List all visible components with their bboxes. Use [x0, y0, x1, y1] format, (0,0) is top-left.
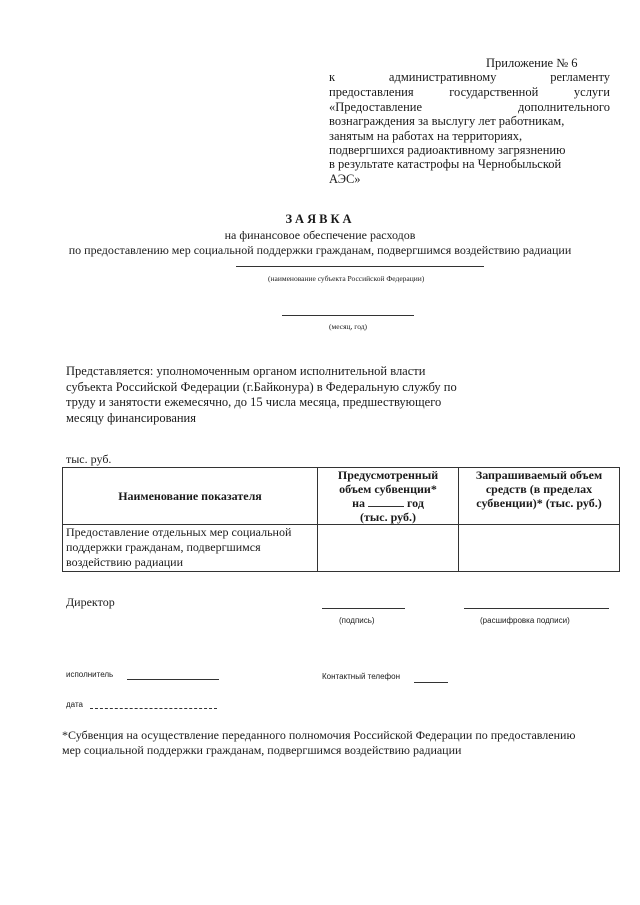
col-requested-header-text: субвенции)* (тыс. руб.)	[476, 496, 602, 510]
col-planned-header-text: год	[407, 496, 424, 510]
executor-field[interactable]	[127, 679, 219, 680]
col-requested-header-text: средств (в пределах	[485, 482, 593, 496]
appendix-line	[329, 172, 610, 187]
col-planned-header-text: на	[352, 496, 366, 510]
appendix-word: административному	[388, 70, 497, 84]
col-indicator-header-text: Наименование показателя	[118, 488, 262, 503]
appendix-word: вознаграждения за выслугу лет работникам,	[329, 114, 565, 128]
col-planned-header-text: (тыс. руб.)	[360, 510, 416, 524]
executor-label: исполнитель	[66, 670, 114, 679]
col-planned-year-line	[318, 496, 458, 510]
request-table	[62, 467, 620, 572]
appendix-line	[329, 129, 610, 144]
intro-paragraph	[66, 364, 466, 426]
signature-caption: (подпись)	[339, 616, 375, 625]
appendix-line	[329, 85, 610, 100]
footnote-line: *Субвенция на осуществление переданного полномочия Российской Федерации по предоставлению	[62, 728, 576, 742]
intro-line: месяцу финансирования	[66, 410, 196, 425]
appendix-line	[329, 70, 610, 85]
col-planned-header	[318, 468, 459, 525]
table-header-row	[63, 468, 620, 525]
row-indicator-text: Предоставление отдельных мер социальной	[66, 525, 292, 539]
appendix-word: в результате катастрофы на Чернобыльской	[329, 157, 562, 171]
col-requested-header	[459, 468, 620, 525]
appendix-word: регламенту	[550, 70, 610, 84]
appendix-word: услуги	[573, 85, 610, 99]
period-caption: (месяц, год)	[329, 322, 368, 331]
col-indicator-header	[63, 468, 318, 525]
appendix-word: предоставления	[329, 85, 414, 99]
appendix-line	[329, 100, 610, 115]
appendix-word: дополнительного	[518, 100, 610, 114]
document-title: ЗАЯВКА	[285, 212, 355, 226]
appendix-title: Приложение № 6	[486, 56, 578, 70]
year-input[interactable]	[368, 496, 404, 507]
units-label: тыс. руб.	[66, 452, 112, 466]
signature-field[interactable]	[322, 608, 405, 609]
subject-name-caption: (наименование субъекта Российской Федерации)	[268, 274, 425, 283]
footnote	[62, 728, 622, 757]
intro-line: Представляется: уполномоченным органом исполнительной власти	[66, 364, 426, 378]
director-label: Директор	[66, 595, 115, 609]
period-field[interactable]	[282, 315, 414, 316]
phone-field[interactable]	[414, 682, 448, 683]
subject-name-field[interactable]	[236, 266, 484, 267]
appendix-word: «Предоставление	[329, 100, 422, 114]
date-label: дата	[66, 700, 83, 709]
intro-line: труду и занятости ежемесячно, до 15 числа месяца, предшествующего	[66, 395, 442, 409]
appendix-word: подвергшихся радиоактивному загрязнению	[329, 143, 566, 157]
appendix-line	[329, 143, 610, 158]
document-subtitle-line1: на финансовое обеспечение расходов	[224, 228, 416, 242]
col-planned-header-text: Предусмотренный	[337, 468, 439, 482]
appendix-word: АЭС»	[329, 172, 361, 186]
row-indicator-cell	[63, 525, 318, 572]
table-row	[63, 525, 620, 572]
signature-decode-field[interactable]	[464, 608, 609, 609]
date-field[interactable]	[90, 708, 217, 709]
row-planned-cell[interactable]	[318, 525, 459, 572]
intro-line: субъекта Российской Федерации (г.Байконура) в Федеральную службу по	[66, 379, 457, 394]
footnote-line: мер социальной поддержки гражданам, подвергшимся воздействию радиации	[62, 742, 462, 757]
col-requested-header-text: Запрашиваемый объем	[475, 468, 603, 482]
col-planned-header-text: объем субвенции*	[339, 482, 437, 496]
appendix-word: занятым на работах на территориях,	[329, 129, 523, 143]
document-subtitle-line2: по предоставлению мер социальной поддержки гражданам, подвергшимся воздействию радиации	[68, 243, 572, 257]
row-indicator-text: поддержки гражданам, подвергшимся	[66, 540, 261, 554]
appendix-line	[329, 114, 610, 129]
signature-decode-caption: (расшифровка подписи)	[480, 616, 570, 625]
row-indicator-text: воздействию радиации	[66, 555, 184, 569]
phone-label: Контактный телефон	[322, 672, 400, 681]
row-requested-cell[interactable]	[459, 525, 620, 572]
appendix-line	[329, 157, 610, 172]
appendix-word: к	[329, 70, 336, 84]
appendix-word: государственной	[449, 85, 539, 99]
